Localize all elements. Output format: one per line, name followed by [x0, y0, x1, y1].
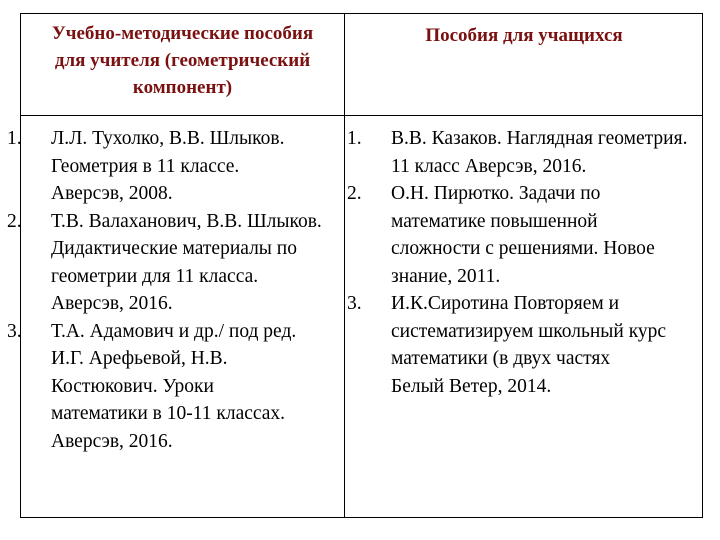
- list-item: [347, 290, 699, 400]
- literature-table: [7, 13, 703, 518]
- item-line: геометрии для 11 класса.: [51, 265, 259, 287]
- item-line: И.К.Сиротина Повторяем и: [391, 293, 620, 314]
- item-number: 3.: [347, 293, 362, 314]
- item-line: систематизируем школьный курс: [391, 320, 667, 342]
- item-line: В.В. Казаков. Наглядная геометрия.: [391, 128, 688, 149]
- header-teacher-line: компонент): [132, 77, 233, 98]
- item-line: 11 класс Аверсэв, 2016.: [391, 155, 587, 177]
- header-teacher-manuals: [21, 20, 344, 101]
- item-line: математики в 10-11 классах.: [51, 403, 286, 424]
- header-divider: [21, 115, 702, 116]
- header-teacher-line: для учителя (геометрический: [54, 50, 311, 71]
- list-item: [7, 208, 337, 318]
- header-student-manuals: [345, 22, 703, 49]
- item-line: Белый Ветер, 2014.: [391, 375, 552, 397]
- item-number: 2.: [7, 210, 22, 232]
- item-line: О.Н. Пирютко. Задачи по: [391, 183, 601, 204]
- item-line: Аверсэв, 2016.: [51, 293, 173, 314]
- item-line: математике повышенной: [391, 210, 598, 232]
- header-student-line: Пособия для учащихся: [425, 25, 623, 46]
- item-line: Костюкович. Уроки: [51, 375, 214, 397]
- item-line: математики (в двух частях: [391, 348, 611, 369]
- teacher-manuals-list: [7, 125, 337, 455]
- column-divider: [344, 14, 345, 517]
- item-line: Геометрия в 11 классе.: [51, 155, 240, 177]
- list-item: [347, 180, 699, 290]
- item-line: Аверсэв, 2016.: [51, 430, 173, 452]
- list-item: [7, 318, 337, 456]
- item-line: Т.А. Адамович и др./ под ред.: [51, 320, 297, 342]
- item-number: 1.: [7, 128, 22, 149]
- item-line: сложности с решениями. Новое: [391, 238, 655, 259]
- item-line: И.Г. Арефьевой, Н.В.: [51, 348, 228, 369]
- item-line: знание, 2011.: [391, 265, 501, 287]
- header-teacher-line: Учебно-методические пособия: [51, 23, 314, 44]
- item-number: 3.: [7, 320, 22, 342]
- item-line: Дидактические материалы по: [51, 238, 297, 259]
- student-manuals-list: [347, 125, 699, 400]
- item-number: 1.: [347, 128, 362, 149]
- list-item: [7, 125, 337, 208]
- list-item: [347, 125, 699, 180]
- item-line: Л.Л. Тухолко, В.В. Шлыков.: [51, 128, 285, 149]
- item-line: Т.В. Валаханович, В.В. Шлыков.: [51, 210, 322, 232]
- item-number: 2.: [347, 183, 362, 204]
- item-line: Аверсэв, 2008.: [51, 183, 173, 204]
